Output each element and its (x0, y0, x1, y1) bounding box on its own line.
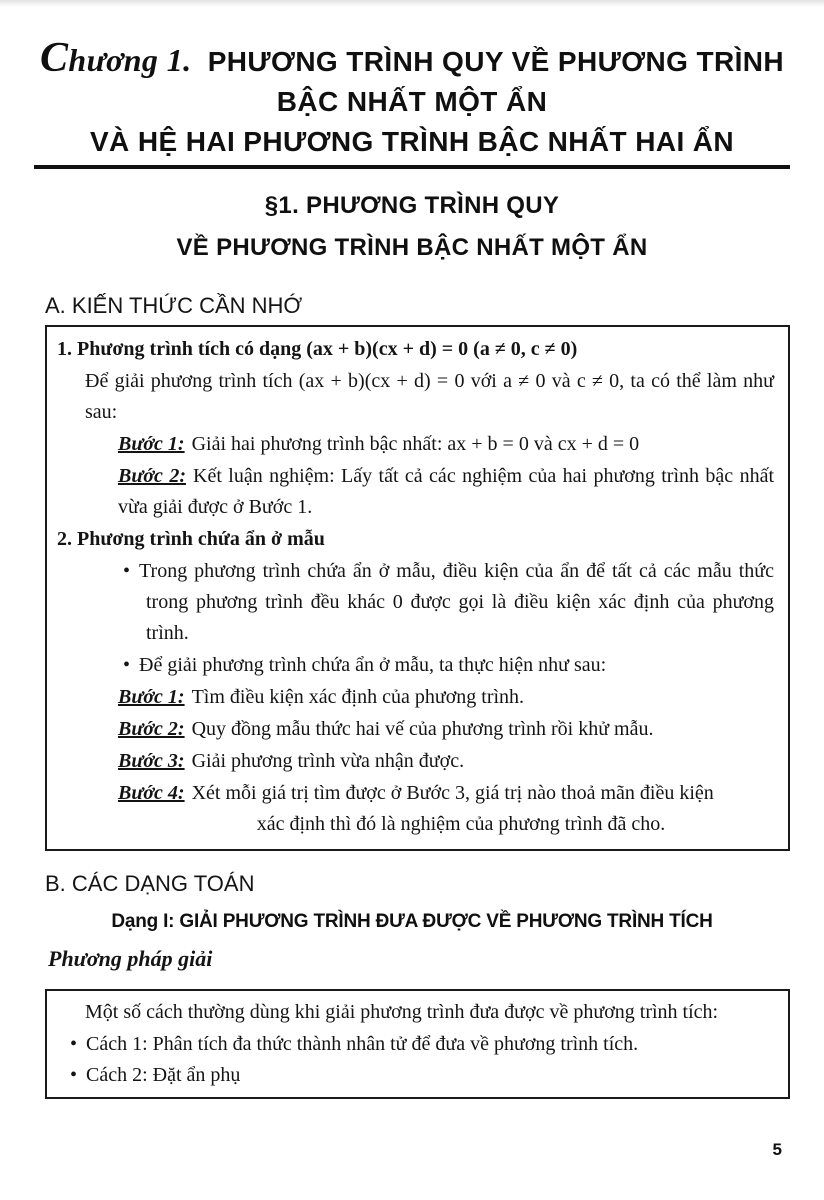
bullet-icon: • (123, 560, 131, 582)
item-1-body (57, 366, 774, 523)
bullet-item (57, 1029, 774, 1060)
step-text-continuation: xác định thì đó là nghiệm của phương trình đã cho. (256, 813, 666, 835)
step-text: Tìm điều kiện xác định của phương trình. (191, 686, 525, 708)
chapter-label: Chương 1. (39, 35, 192, 81)
item-2-step-4 (85, 778, 774, 840)
step-label: Bước 3: (118, 750, 185, 772)
bullet-text: Cách 1: Phân tích đa thức thành nhân tử để đưa về phương trình tích. (86, 1032, 639, 1055)
section-a-heading: A. KIẾN THỨC CẦN NHỚ (45, 293, 303, 318)
step-label: Bước 4: (118, 782, 185, 804)
step-text: Kết luận nghiệm: Lấy tất cả các nghiệm của hai phương trình bậc nhất vừa giải được ở Bước 1. (118, 465, 775, 518)
item-2-body (57, 556, 774, 840)
bullet-text: Trong phương trình chứa ẩn ở mẫu, điều kiện của ẩn để tất cả các mẫu thức trong phương trình đều khác 0 được gọi là điều kiện xác định của phương trình. (139, 560, 774, 644)
item-1-paragraph: Để giải phương trình tích (ax + b)(cx + d) = 0 với a ≠ 0 và c ≠ 0, ta có thể làm như sau: (85, 370, 774, 423)
step-text: Quy đồng mẫu thức hai vế của phương trình rồi khử mẫu. (191, 718, 654, 740)
bullet-item (57, 1060, 774, 1091)
item-2-step-1 (85, 682, 774, 713)
bullet-icon: • (70, 1064, 78, 1086)
bullet-text: Để giải phương trình chứa ẩn ở mẫu, ta thực hiện như sau: (139, 654, 607, 676)
subtitle-line2: VỀ PHƯƠNG TRÌNH BẬC NHẤT MỘT ẨN (176, 234, 648, 261)
knowledge-box (45, 325, 790, 851)
chapter-title-line1 (0, 35, 824, 82)
step-text: Giải hai phương trình bậc nhất: ax + b = 0 và cx + d = 0 (191, 433, 640, 455)
method-box-paragraph: Một số cách thường dùng khi giải phương trình đưa được về phương trình tích: (85, 1001, 719, 1023)
item-2-step-2 (85, 714, 774, 745)
chapter-title-line2: BẬC NHẤT MỘT ẨN (276, 86, 548, 117)
bullet-item (85, 556, 774, 649)
method-label: Phương pháp giải (48, 946, 213, 971)
item-2-step-3 (85, 746, 774, 777)
step-label: Bước 1: (118, 686, 185, 708)
bullet-icon: • (70, 1032, 78, 1055)
chapter-title (0, 0, 824, 162)
bullet-icon: • (123, 654, 131, 676)
step-label: Bước 2: (118, 718, 185, 740)
step-text: Xét mỗi giá trị tìm được ở Bước 3, giá trị nào thoả mãn điều kiện (191, 782, 714, 804)
bullet-text: Cách 2: Đặt ẩn phụ (86, 1064, 241, 1086)
item-1-step-2 (85, 461, 774, 523)
dang-1-heading: Dạng I: GIẢI PHƯƠNG TRÌNH ĐƯA ĐƯỢC VỀ PHƯƠNG TRÌNH TÍCH (111, 911, 713, 932)
bullet-item (85, 650, 774, 681)
chapter-title-line1-text: PHƯƠNG TRÌNH QUY VỀ PHƯƠNG TRÌNH (207, 46, 785, 77)
step-label: Bước 1: (118, 433, 185, 455)
item-1-step-1 (85, 429, 774, 460)
step-label: Bước 2: (118, 465, 186, 487)
chapter-title-line3: VÀ HỆ HAI PHƯƠNG TRÌNH BẬC NHẤT HAI ẨN (89, 126, 735, 157)
step-text: Giải phương trình vừa nhận được. (191, 750, 465, 772)
method-box (45, 989, 790, 1099)
subtitle-line1: §1. PHƯƠNG TRÌNH QUY (264, 192, 560, 219)
title-divider (34, 165, 790, 169)
section-b-heading: B. CÁC DẠNG TOÁN (45, 871, 255, 896)
section-subtitle (0, 185, 824, 269)
page-number: 5 (772, 1140, 782, 1159)
item-2-heading: 2. Phương trình chứa ẩn ở mẫu (57, 528, 325, 550)
item-1-heading: 1. Phương trình tích có dạng (ax + b)(cx + d) = 0 (a ≠ 0, c ≠ 0) (57, 338, 578, 360)
